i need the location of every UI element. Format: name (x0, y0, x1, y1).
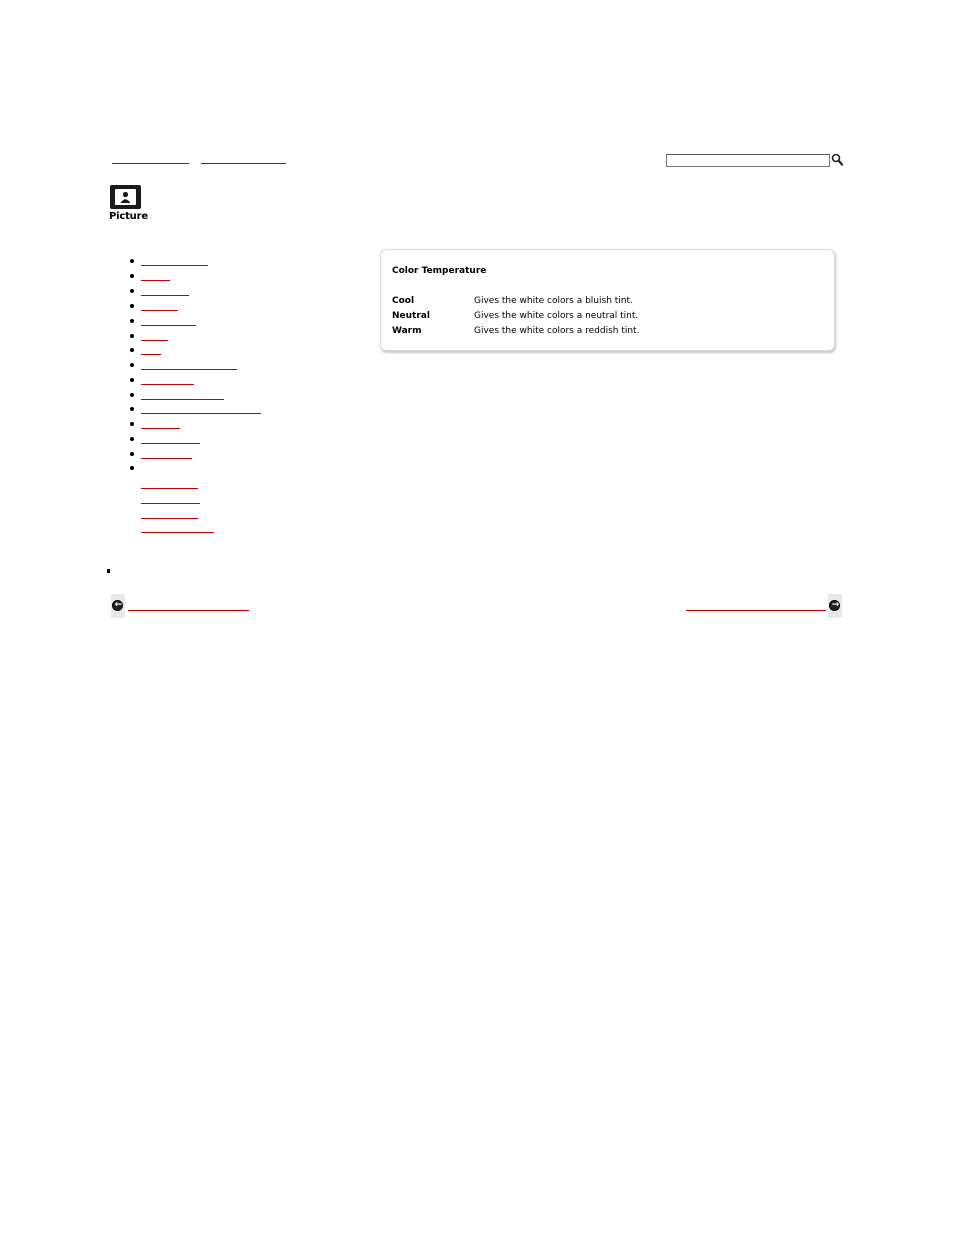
menu-item[interactable] (141, 270, 170, 281)
option-name-neutral: Neutral (392, 311, 430, 321)
menu-item[interactable] (141, 448, 192, 459)
option-name-warm: Warm (392, 326, 422, 336)
search-button[interactable] (830, 152, 844, 167)
menu-bullet (130, 437, 134, 441)
menu-item[interactable] (141, 344, 161, 355)
menu-item[interactable] (141, 433, 200, 444)
menu-subitem[interactable] (141, 522, 214, 533)
menu-bullet (130, 378, 134, 382)
menu-item[interactable] (141, 330, 168, 341)
menu-bullet (130, 348, 134, 352)
section-title: Picture (109, 211, 148, 222)
menu-item[interactable] (141, 374, 194, 385)
menu-item[interactable] (141, 315, 196, 326)
prev-page-link[interactable] (128, 600, 249, 611)
menu-item[interactable] (141, 418, 180, 429)
option-description-warm: Gives the white colors a reddish tint. (474, 326, 640, 336)
menu-bullet (130, 422, 134, 426)
next-page-button[interactable] (828, 594, 842, 618)
menu-bullet (130, 393, 134, 397)
menu-item[interactable] (141, 389, 224, 400)
square-bullet (107, 569, 110, 573)
picture-icon (110, 185, 141, 209)
menu-item[interactable] (141, 285, 189, 296)
menu-bullet (130, 407, 134, 411)
menu-bullet (130, 274, 134, 278)
breadcrumb-link-home[interactable] (112, 153, 189, 164)
color-temperature-panel (380, 249, 835, 351)
option-description-cool: Gives the white colors a bluish tint. (474, 296, 633, 306)
arrow-right-icon: → (829, 600, 840, 611)
menu-item[interactable] (141, 300, 178, 311)
menu-bullet (130, 334, 134, 338)
option-description-neutral: Gives the white colors a neutral tint. (474, 311, 639, 321)
option-name-cool: Cool (392, 296, 415, 306)
menu-bullet (130, 363, 134, 367)
prev-page-button[interactable] (111, 594, 125, 618)
menu-subitem[interactable] (141, 493, 200, 504)
panel-title: Color Temperature (392, 266, 487, 276)
breadcrumb-link-section[interactable] (201, 153, 286, 164)
arrow-left-icon: ← (112, 600, 123, 611)
menu-bullet (130, 452, 134, 456)
menu-bullet (130, 289, 134, 293)
menu-bullet (130, 319, 134, 323)
menu-item[interactable] (141, 403, 261, 414)
next-page-link[interactable] (686, 600, 826, 611)
menu-item[interactable] (141, 359, 237, 370)
menu-subitem[interactable] (141, 478, 198, 489)
menu-subitem[interactable] (141, 508, 198, 519)
menu-bullet (130, 466, 134, 470)
search-input[interactable] (666, 154, 830, 167)
search-icon (830, 152, 844, 167)
menu-bullet (130, 259, 134, 263)
menu-bullet (130, 304, 134, 308)
menu-item[interactable] (141, 255, 208, 266)
